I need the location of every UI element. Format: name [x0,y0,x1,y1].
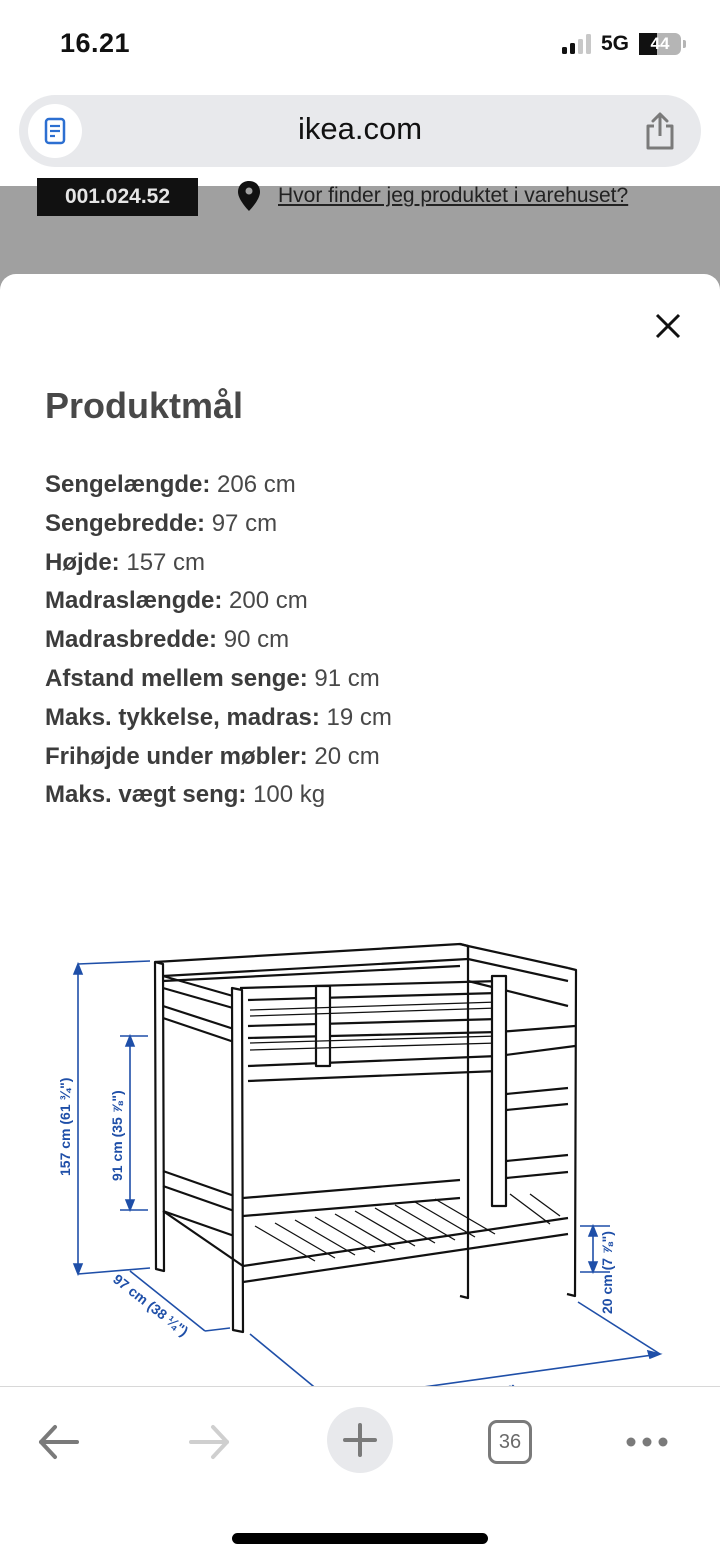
tabs-button[interactable] [475,1407,545,1477]
height-dimension-label: 157 cm (61 ¾") [57,1077,73,1176]
back-arrow-icon [37,1424,81,1460]
width-dimension-label: 97 cm (38 ¼") [110,1270,192,1340]
new-tab-button[interactable] [327,1407,393,1473]
dimension-item [45,621,392,660]
back-button[interactable] [24,1407,94,1477]
bunk-bed-dimension-diagram [40,926,680,1386]
dimension-item [45,738,392,777]
home-indicator[interactable] [232,1533,488,1544]
modal-title: Produktmål [45,385,244,426]
status-time: 16.21 [60,28,131,58]
close-icon [652,310,684,342]
tab-count-badge: 36 [488,1420,532,1464]
dimension-item [45,505,392,544]
clearance-dimension-label: 20 cm (7 ⅞") [599,1231,615,1314]
dimension-label: Sengebredde: [45,509,206,537]
dimension-item [45,582,392,621]
dimension-value: 90 cm [223,626,290,654]
dimension-value: 100 kg [253,781,326,809]
dimension-item [45,660,392,699]
location-pin-icon [236,180,262,212]
dimension-value: 157 cm [126,548,206,576]
battery-icon [639,33,681,55]
close-button[interactable] [652,310,684,342]
store-location-link[interactable]: Hvor finder jeg produktet i varehuset? [278,184,629,207]
dimensions-list [45,466,392,815]
dimension-label: Højde: [45,548,120,576]
dimension-label: Madrasbredde: [45,626,218,654]
dimension-item [45,699,392,738]
dimension-value: 20 cm [314,742,380,770]
dimension-label: Maks. vægt seng: [45,781,247,809]
share-button[interactable] [643,111,677,151]
product-dimensions-modal [0,274,720,1386]
more-dots-icon [625,1436,669,1448]
article-number: 001.024.52 [37,178,198,216]
dimension-value: 200 cm [229,587,308,615]
dimension-item [45,544,392,583]
forward-button[interactable] [174,1407,244,1477]
address-bar[interactable] [19,95,701,167]
dimension-label: Madraslængde: [45,587,223,615]
dimension-value: 91 cm [314,664,380,692]
network-type: 5G [600,32,629,55]
dimension-label: Afstand mellem senge: [45,664,308,692]
dimension-item [45,776,392,815]
dimension-value: 97 cm [211,509,278,537]
dimension-value: 206 cm [217,471,296,498]
store-location-row[interactable] [236,180,628,212]
dimension-item [45,466,392,505]
between-beds-dimension-label: 91 cm (35 ⅞") [109,1090,125,1181]
share-icon [643,111,677,151]
battery-tip [683,40,686,48]
dimension-label: Frihøjde under møbler: [45,742,308,770]
forward-arrow-icon [187,1424,231,1460]
dimension-label: Maks. tykkelse, madras: [45,703,320,731]
more-menu-button[interactable] [612,1407,682,1477]
status-bar [0,0,720,90]
dimension-value: 19 cm [326,703,392,731]
battery-percent: 44 [650,34,670,53]
status-indicators [562,32,686,56]
plus-icon [343,1423,377,1457]
dimension-label: Sengelængde: [45,471,211,498]
url-text[interactable]: ikea.com [297,111,423,146]
cellular-signal-icon [562,34,591,54]
